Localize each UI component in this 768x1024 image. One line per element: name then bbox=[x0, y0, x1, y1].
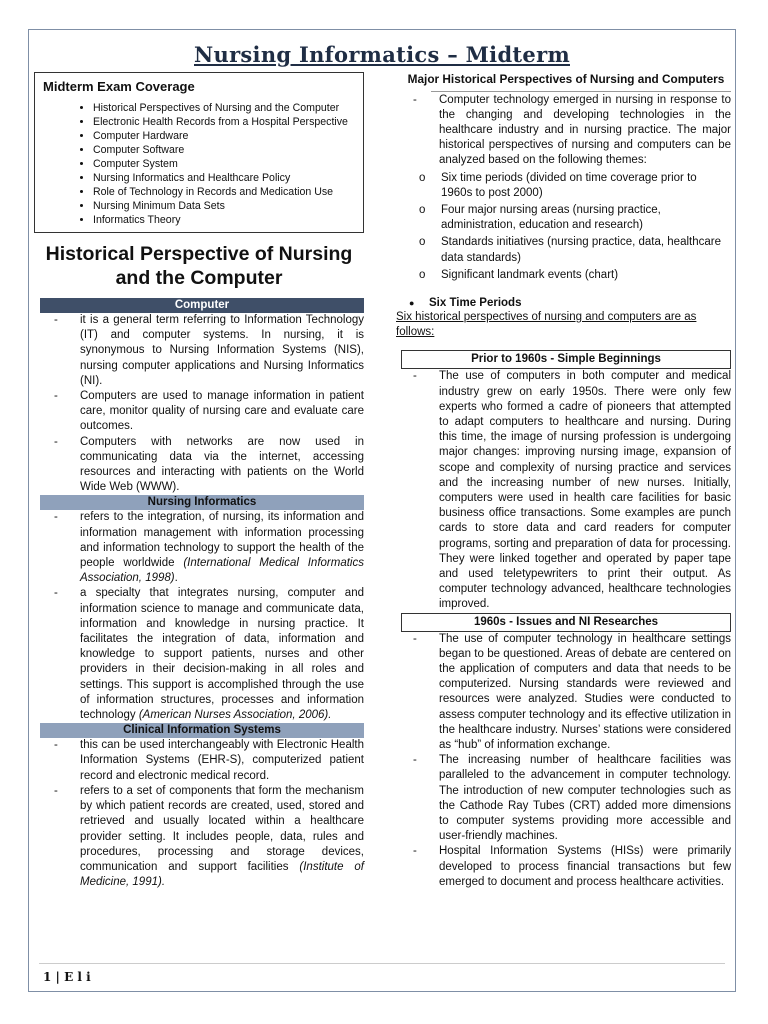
left-column bbox=[34, 72, 364, 890]
coverage-item: • Computer Hardware bbox=[93, 130, 357, 143]
page-footer: 1 | E l i bbox=[43, 970, 91, 984]
list-item: - The use of computer technology in healthcare settings began to be questioned. Areas of debate are centered on the application of computers and data that needs to be computerized. Nursing standards were reviewed and resources were analyzed. Studies were conducted to assess computer technology and its effective utilization in the healthcare industry. Nurses’ stations were considered as “hub” of information exchange. bbox=[393, 632, 731, 754]
coverage-item: • Nursing Minimum Data Sets bbox=[93, 200, 357, 213]
computer-section-bar: Computer bbox=[40, 298, 364, 313]
coverage-item: • Computer System bbox=[93, 158, 357, 171]
list-item: - this can be used interchangeably with Electronic Health Information Systems (EHR-S), computerized patient record and electronic medical record. bbox=[34, 738, 364, 784]
coverage-box bbox=[34, 72, 364, 233]
major-perspectives-list bbox=[393, 93, 731, 169]
document-title: Nursing Informatics – Midterm bbox=[194, 42, 570, 67]
citation: (American Nurses Association, 2006). bbox=[138, 709, 332, 722]
coverage-item: • Electronic Health Records from a Hospital Perspective bbox=[93, 116, 357, 129]
computer-list bbox=[34, 313, 364, 495]
theme-item: o Six time periods (divided on time coverage prior to 1960s to post 2000) bbox=[393, 171, 731, 201]
coverage-item: • Historical Perspectives of Nursing and the Computer bbox=[93, 102, 357, 115]
list-item bbox=[34, 784, 364, 890]
coverage-list bbox=[43, 102, 357, 227]
list-item: - Computers with networks are now used in communicating data via the internet, accessing resources and interacting with patients on the World Wide Web (WWW). bbox=[34, 435, 364, 496]
list-item: - Computers are used to manage information in patient care, monitor quality of nursing care and evaluate care outcomes. bbox=[34, 389, 364, 435]
themes-list bbox=[393, 171, 731, 283]
list-item bbox=[34, 586, 364, 723]
theme-item: o Standards initiatives (nursing practice, data, healthcare data standards) bbox=[393, 235, 731, 265]
clinical-info-systems-list bbox=[34, 738, 364, 890]
nursing-informatics-list bbox=[34, 510, 364, 723]
item-text: refers to the integration, of nursing, its information and information management with information processing and information technology to support the health of the people worldwide bbox=[80, 511, 364, 570]
citation: (Institute of Medicine, 1991). bbox=[80, 860, 365, 889]
coverage-title: Midterm Exam Coverage bbox=[43, 79, 195, 94]
list-item: - it is a general term referring to Information Technology (IT) and computer systems. In nursing, it is synonymous to Nursing Information Systems (NIS), nursing computer applications and Nursing Informatics (NI). bbox=[34, 313, 364, 389]
coverage-item: • Informatics Theory bbox=[93, 214, 357, 227]
divider bbox=[431, 91, 731, 92]
list-item: - Computer technology emerged in nursing in response to the changing and developing technologies in the healthcare industry and in nursing practice. The major historical perspectives of nursing and computers can be analyzed based on the following themes: bbox=[393, 93, 731, 169]
coverage-item: • Role of Technology in Records and Medication Use bbox=[93, 186, 357, 199]
citation: (International Medical Informatics Association, 1998) bbox=[80, 557, 364, 585]
coverage-item: • Computer Software bbox=[93, 144, 357, 157]
period-1-list bbox=[393, 369, 731, 612]
footer-divider bbox=[39, 963, 725, 964]
right-column bbox=[396, 72, 731, 890]
theme-item: o Significant landmark events (chart) bbox=[393, 268, 731, 283]
six-periods-intro: Six historical perspectives of nursing and computers are as follows: bbox=[396, 310, 697, 339]
list-item: - The use of computers in both computer and medical industry grew on early 1950s. There were only few experts who formed a cadre of pioneers that attempted to adapt computers to healthcare and nursing. During this time, the image of nursing profession is undergoing major changes: improving nursing image, expansion of scope and complexity of nursing practice and services and the increasing number of new nurses. Initially, computers were used in health care facilities for basic business office transactions. Some examples are punch cards to store data and card readers for computer programs, sorting and preparation of data for processing. They were linked together and operated by paper tape and used teletypewriters to print their output. As computer technology advanced, healthcare technologies improved. bbox=[393, 369, 731, 612]
period-2-bar: 1960s - Issues and NI Researches bbox=[401, 613, 731, 632]
nursing-informatics-bar: Nursing Informatics bbox=[40, 495, 364, 510]
list-item: - The increasing number of healthcare facilities was paralleled to the advancement in computer technology. The introduction of new computer technologies such as the Cathode Ray Tubes (CRT) added more dimensions to computer systems providing more accessible and user-friendly machines. bbox=[393, 753, 731, 844]
section-heading: Historical Perspective of Nursing and the Computer bbox=[45, 243, 353, 289]
list-item: - refers to the integration, of nursing, its information and information management with information processing and information technology to support the health of the people worldwide (International Medical Informatics Association, 1998). bbox=[34, 510, 364, 586]
bullet-icon: ● bbox=[409, 297, 415, 308]
period-2-list bbox=[393, 632, 731, 890]
document-page bbox=[28, 29, 736, 992]
item-text: a specialty that integrates nursing, computer and information science to manage and communicate data, information and knowledge in nursing practice. It facilitates the integration of data, information and knowledge to support patients, nurses and other providers in their decision-making in all roles and settings. This support is accomplished through the use of information structures, processes and information technology bbox=[80, 587, 364, 722]
six-periods-heading bbox=[409, 297, 731, 309]
period-1-bar: Prior to 1960s - Simple Beginnings bbox=[401, 350, 731, 369]
six-periods-heading-text: Six Time Periods bbox=[429, 296, 522, 309]
major-perspectives-title: Major Historical Perspectives of Nursing and Computers bbox=[407, 72, 725, 86]
coverage-item: • Nursing Informatics and Healthcare Policy bbox=[93, 172, 357, 185]
clinical-info-systems-bar: Clinical Information Systems bbox=[40, 723, 364, 738]
theme-item: o Four major nursing areas (nursing practice, administration, education and research) bbox=[393, 203, 731, 233]
item-text: refers to a set of components that form the mechanism by which patient records are created, used, stored and retrieved and usually located within a healthcare provider setting. It includes people, data, rules and procedures, processing and storage devices, communication and support facilities bbox=[80, 784, 364, 873]
list-item: - Hospital Information Systems (HISs) were primarily developed to process financial transactions but few emerged to document and process healthcare activities. bbox=[393, 844, 731, 890]
